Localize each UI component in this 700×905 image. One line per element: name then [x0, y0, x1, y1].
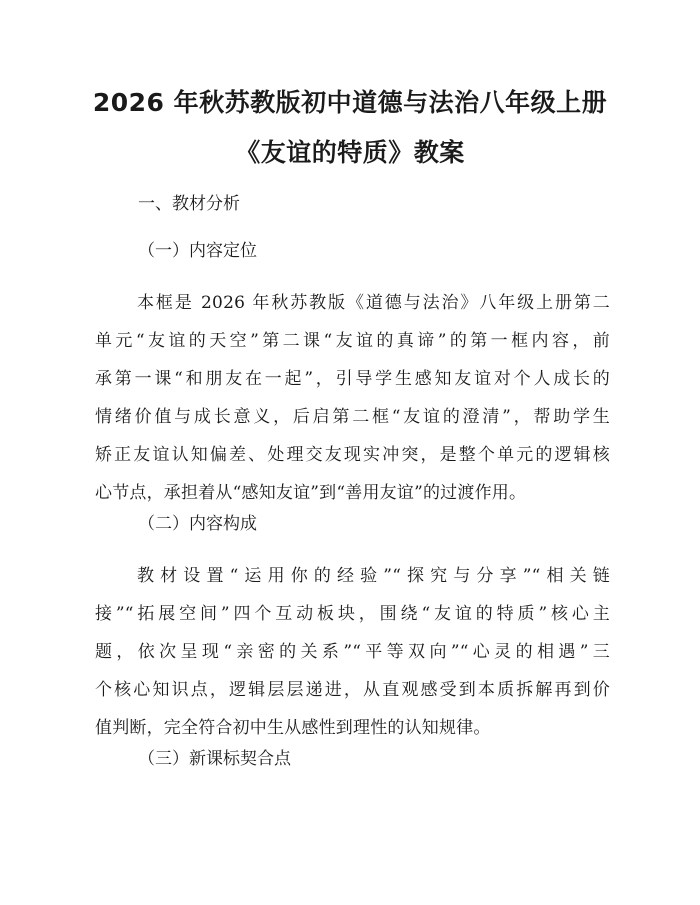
subsection-heading-content-positioning: （一）内容定位	[138, 241, 257, 261]
section-heading-textbook-analysis: 一、教材分析	[138, 194, 240, 214]
subsection-heading-curriculum-alignment: （三）新课标契合点	[138, 749, 291, 769]
subsection-heading-content-composition: （二）内容构成	[138, 514, 257, 534]
paragraph-line: 接”“拓展空间”四个互动板块，围绕“友谊的特质”核心主	[95, 604, 610, 624]
paragraph-line: 个核心知识点，逻辑层层递进，从直观感受到本质拆解再到价	[95, 680, 610, 700]
paragraph-line: 心节点，承担着从“感知友谊”到“善用友谊”的过渡作用。	[95, 483, 527, 503]
paragraph-line: 值判断，完全符合初中生从感性到理性的认知规律。	[95, 718, 491, 738]
paragraph-content-composition	[95, 557, 610, 747]
paragraph-line: 题，依次呈现“亲密的关系”“平等双向”“心灵的相遇”三	[95, 642, 610, 662]
paragraph-line: 承第一课“和朋友在一起”，引导学生感知友谊对个人成长的	[95, 369, 610, 389]
paragraph-content-positioning	[95, 284, 610, 512]
paragraph-line: 情绪价值与成长意义，后启第二框“友谊的澄清”，帮助学生	[95, 407, 610, 427]
document-title-line-2: 《友谊的特质》教案	[235, 138, 465, 167]
paragraph-line: 矫正友谊认知偏差、处理交友现实冲突，是整个单元的逻辑核	[95, 445, 610, 465]
paragraph-line: 单元“友谊的天空”第二课“友谊的真谛”的第一框内容，前	[95, 331, 610, 351]
paragraph-line: 本框是 2026 年秋苏教版《道德与法治》八年级上册第二	[137, 293, 610, 313]
paragraph-line: 教材设置“运用你的经验”“探究与分享”“相关链	[137, 566, 610, 586]
document-title-line-1: 2026 年秋苏教版初中道德与法治八年级上册	[92, 88, 608, 117]
